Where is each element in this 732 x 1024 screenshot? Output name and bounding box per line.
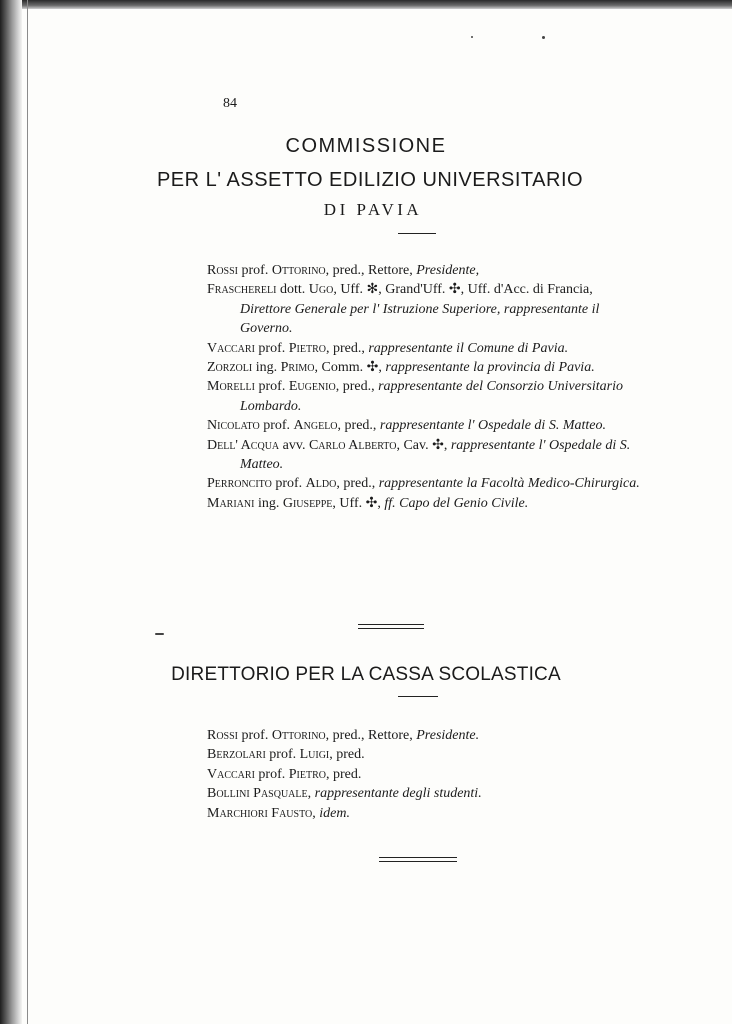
- title-rule: [398, 696, 438, 697]
- list-item: Dell' Acqua avv. Carlo Alberto, Cav. ✣, rappresentante l' Ospedale di S. Matteo.: [207, 437, 631, 473]
- speck: [155, 633, 164, 635]
- directory-title: DIRETTORIO PER LA CASSA SCOLASTICA: [171, 664, 561, 685]
- list-item: Vaccari prof. Pietro, pred.: [207, 766, 362, 782]
- section-divider: [358, 624, 424, 625]
- commission-member-list: [207, 261, 647, 513]
- page-number: 84: [223, 96, 237, 111]
- speck: [542, 36, 545, 39]
- list-item: Rossi prof. Ottorino, pred., Rettore, Presidente,: [207, 263, 480, 278]
- section-divider: [379, 861, 457, 862]
- list-item: Mariani ing. Giuseppe, Uff. ✣, ff. Capo del Genio Civile.: [207, 495, 529, 511]
- list-item: Perroncito prof. Aldo, pred., rappresentante la Facoltà Medico-Chirurgica.: [207, 476, 640, 492]
- section-divider: [379, 857, 457, 858]
- list-item: Berzolari prof. Luigi, pred.: [207, 747, 365, 763]
- list-item: Nicolato prof. Angelo, pred., rappresentante l' Ospedale di S. Matteo.: [207, 418, 606, 434]
- list-item: Marchiori Fausto, idem.: [207, 805, 350, 821]
- speck: [471, 36, 473, 38]
- list-item: Bollini Pasquale, rappresentante degli studenti.: [207, 786, 482, 802]
- commission-subtitle: PER L' ASSETTO EDILIZIO UNIVERSITARIO: [156, 169, 584, 191]
- title-rule: [398, 233, 436, 234]
- commission-location: DI PAVIA: [323, 200, 423, 219]
- list-item: Vaccari prof. Pietro, pred., rappresentante il Comune di Pavia.: [207, 340, 569, 356]
- list-item: Morelli prof. Eugenio, pred., rappresentante del Consorzio Universitario Lombardo.: [207, 379, 623, 414]
- commission-title: COMMISSIONE: [285, 135, 447, 157]
- directory-member-list: [207, 726, 647, 823]
- section-divider: [358, 628, 424, 629]
- list-item: Fraschereli dott. Ugo, Uff. ✻, Grand'Uff. ✣, Uff. d'Acc. di Francia, Direttore Generale per l' Istruzione Superiore, rappresentante il Governo.: [207, 282, 600, 337]
- scan-top-edge: [0, 0, 732, 9]
- list-item: Rossi prof. Ottorino, pred., Rettore, Presidente.: [207, 728, 480, 743]
- list-item: Zorzoli ing. Primo, Comm. ✣, rappresentante la provincia di Pavia.: [207, 360, 595, 376]
